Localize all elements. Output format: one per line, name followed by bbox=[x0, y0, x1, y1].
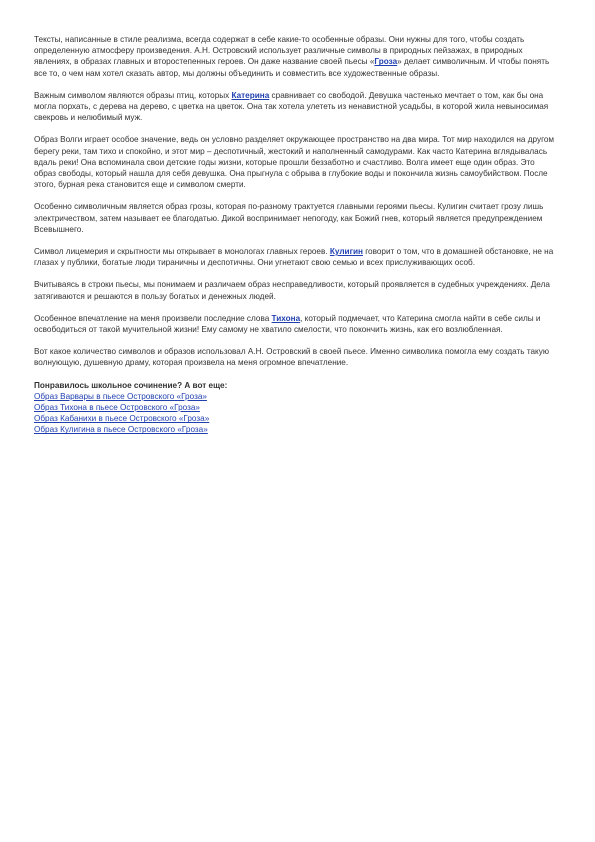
related-link-kuligin[interactable]: Образ Кулигина в пьесе Островского «Гроза» bbox=[34, 425, 208, 435]
list-item bbox=[34, 391, 558, 402]
list-item bbox=[34, 424, 558, 435]
paragraph-text: сравнивает со свободой. Девушка частенько мечтает о том, как бы она могла порхать, с дерева на дерево, с цветка на цветок. Она так хотела улететь из ненавистной усадьбы, в которой жила невыносимая свекровь и нелюбимый муж. bbox=[34, 90, 549, 123]
related-link-tikhon[interactable]: Образ Тихона в пьесе Островского «Гроза» bbox=[34, 403, 200, 413]
paragraph-text: Важным символом являются образы птиц, которых bbox=[34, 90, 232, 100]
paragraph-volga: Образ Волги играет особое значение, ведь он условно разделяет окружающее пространство на два мира. Тот мир находился на другом берегу реки, там тихо и спокойно, и этот мир – деспотичный, жестокий и наполненный самодурами. Как часто Катерина вглядывалась вдаль реки! Она вспоминала свои детские годы жизни, которые прошли беззаботно и счастливо. Волга имеет еще один образ. Это образ свободы, который нашла для себя девушка. Она прыгнула с обрыва в глубокие воды и покончила жизнь самоубийством. После этого, бурная река становится еще и символом смерти. bbox=[34, 135, 555, 190]
paragraph-hypocrisy bbox=[34, 246, 558, 268]
related-essays-heading: Понравилось школьное сочинение? А вот еще: bbox=[34, 380, 228, 390]
essay-document bbox=[34, 34, 558, 436]
related-essays bbox=[34, 380, 558, 436]
paragraph-birds bbox=[34, 90, 558, 124]
link-groza[interactable]: Гроза bbox=[374, 57, 398, 67]
paragraph-text: , который подмечает, что Катерина смогла найти в себе силы и освободиться от такой мучительной жизни! Ему самому не хватило смелости, что покончить жизнь, как его возлюбленная. bbox=[34, 313, 541, 335]
list-item bbox=[34, 402, 558, 413]
paragraph-text: говорит о том, что в домашней обстановке, не на глазах у публики, богатые люди тираничны и деспотичны. Они угнетают свою семью и всех прислуживающих особ. bbox=[34, 247, 554, 268]
paragraph-injustice: Вчитываясь в строки пьесы, мы понимаем и различаем образ несправедливости, который проявляется в судебных учреждениях. Дела затягиваются и решаются в пользу богатых и денежных людей. bbox=[34, 280, 550, 301]
related-link-kabanikha[interactable]: Образ Кабанихи в пьесе Островского «Гроза» bbox=[34, 414, 210, 424]
paragraph-tikhon bbox=[34, 313, 558, 335]
paragraph-text: Тексты, написанные в стиле реализма, всегда содержат в себе какие-то особенные образы. Они нужны для того, чтобы создать определенную атмосферу произведения. А.Н. Островский использует различные символы в природных пейзажах, в природных явлениях, в образах главных и второстепенных героев. Он даже название своей пьесы « bbox=[34, 35, 525, 67]
paragraph-text: Символ лицемерия и скрытности мы открывает в монологах главных героев. bbox=[34, 247, 330, 257]
link-kuligin[interactable]: Кулигин bbox=[329, 247, 363, 257]
related-link-varvara[interactable]: Образ Варвары в пьесе Островского «Гроза» bbox=[34, 391, 207, 401]
list-item bbox=[34, 413, 558, 424]
paragraph-text: Особенное впечатление на меня произвели последние слова bbox=[34, 313, 272, 323]
paragraph-storm: Особенно символичным является образ грозы, которая по-разному трактуется главными героями пьесы. Кулигин считает грозу лишь электричеством, затем называет ее благодатью. Дикой воспринимает непогоду, как Божий гнев, который является предупреждением Всевышнего. bbox=[34, 202, 544, 234]
paragraph-conclusion: Вот какое количество символов и образов использовал А.Н. Островский в своей пьесе. Именно символика помогла ему создать такую волнующую, душевную драму, которая произвела на меня огромное впечатление. bbox=[34, 347, 549, 368]
paragraph-text: » делает символичным. И чтобы понять все то, о чем нам хотел сказать автор, мы должны объединить и совместить все художественные образы. bbox=[34, 57, 550, 78]
link-katerina[interactable]: Катерина bbox=[231, 90, 270, 100]
related-essays-list bbox=[34, 391, 558, 436]
paragraph-intro bbox=[34, 34, 558, 79]
link-tikhon[interactable]: Тихона bbox=[271, 313, 301, 323]
